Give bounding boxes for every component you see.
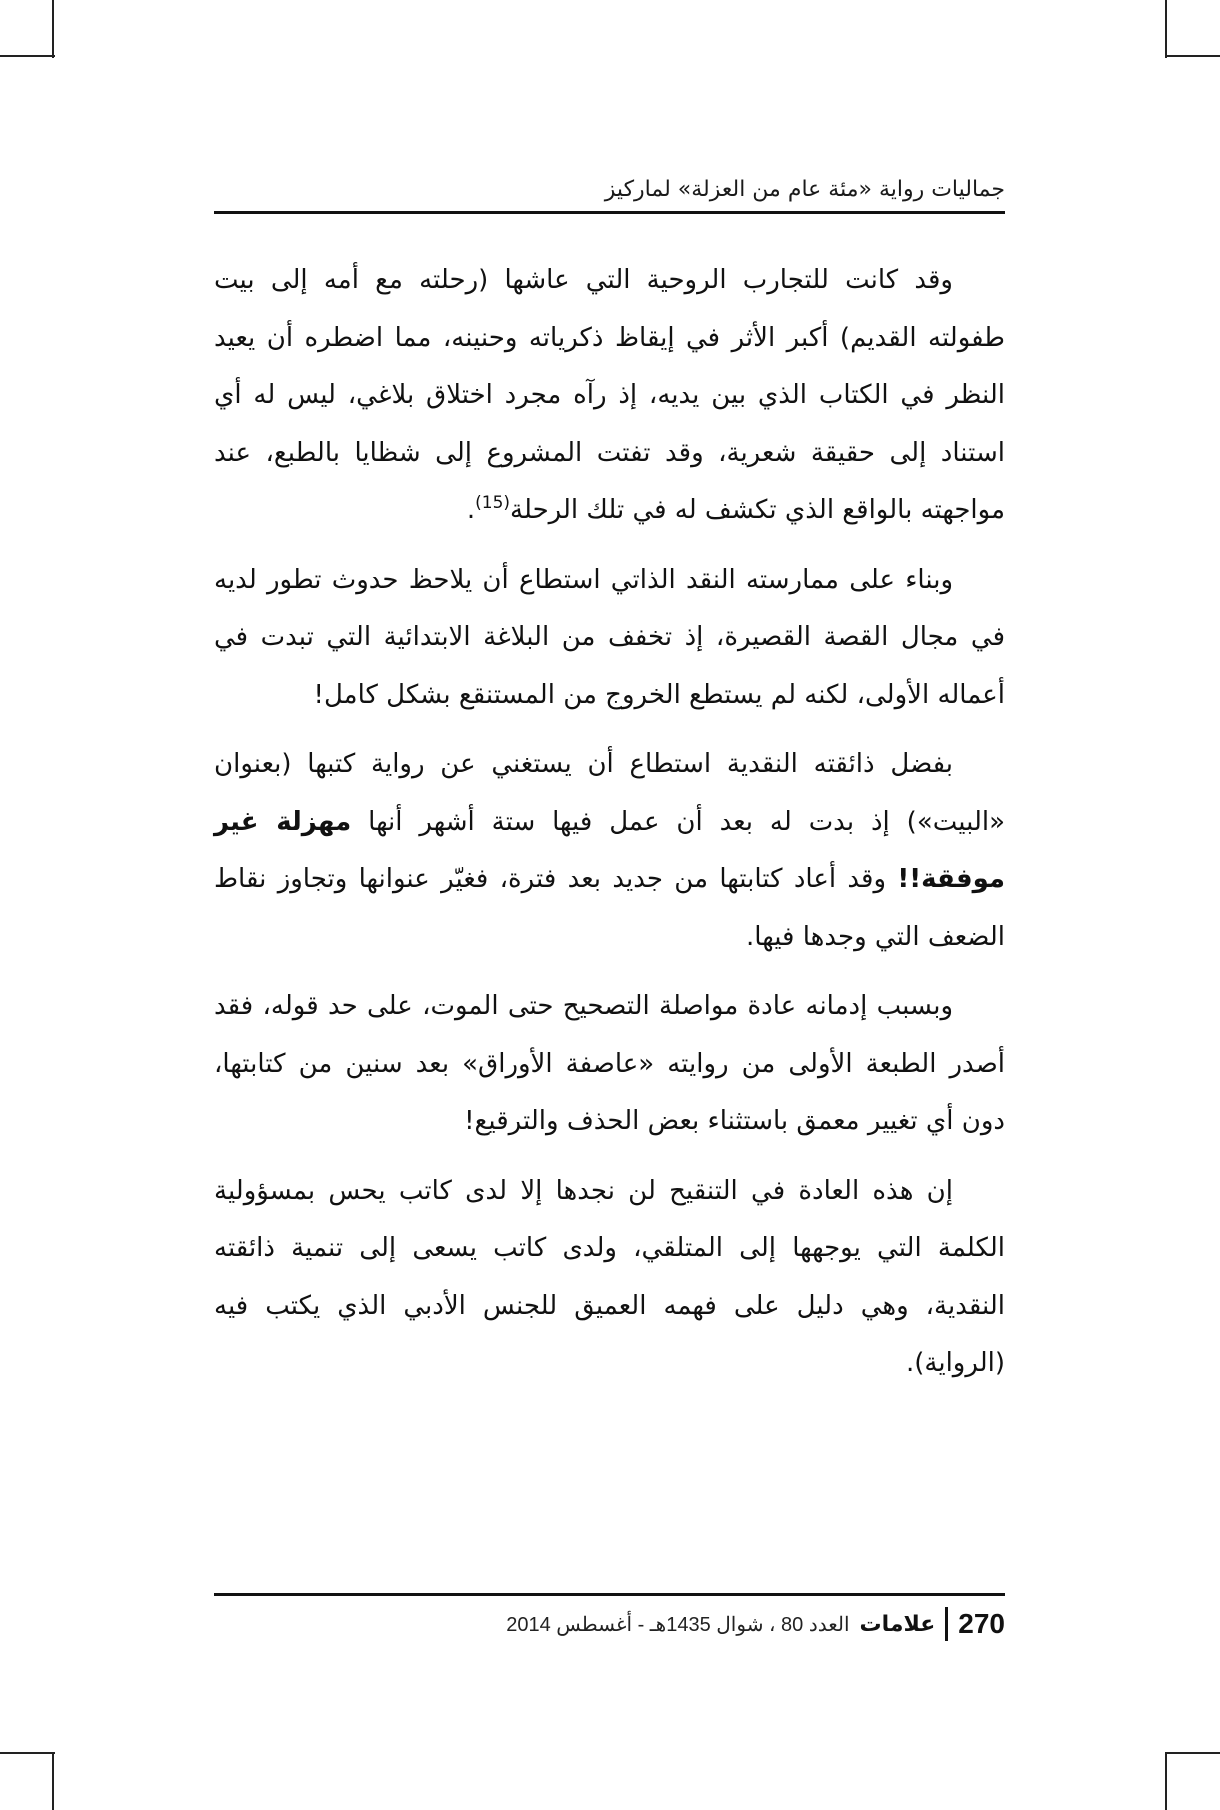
crop-mark-top-right [1165,0,1167,58]
paragraph-3-text-after: وقد أعاد كتابتها من جديد بعد فترة، فغيّر عنوانها وتجاوز نقاط الضعف التي وجدها فيها. [214,864,1005,952]
paragraph-4: وبسبب إدمانه عادة مواصلة التصحيح حتى الموت، على حد قوله، فقد أصدر الطبعة الأولى من روايته «عاصفة الأوراق» بعد سنين من كتابتها، دون أي تغيير معمق باستثناء بعض الحذف والترقيع! [214,991,1005,1136]
crop-mark-bottom-left-h [0,1752,55,1754]
page-number: 270 [958,1608,1005,1639]
running-title: جماليات رواية «مئة عام من العزلة» لماركيز [604,177,1005,202]
issue-info: العدد 80 ، شوال 1435هـ - أغسطس 2014 [506,1613,850,1636]
paragraph-5: إن هذه العادة في التنقيح لن نجدها إلا لدى كاتب يحس بمسؤولية الكلمة التي يوجهها إلى المتلقي، ولدى كاتب يسعى إلى تنمية ذائقته النقدية، وهي دليل على فهمه العميق للجنس الأدبي الذي يكتب فيه (الرواية). [214,1175,1005,1378]
footnote-ref-15[interactable]: (15) [475,493,511,513]
paragraph-3 [214,736,1005,966]
crop-mark-bottom-right [1165,1752,1167,1810]
crop-mark-top-left-h [0,55,55,57]
journal-name: علامات [859,1611,936,1637]
footer-rule [214,1593,1005,1596]
paragraph-3-text-before: بفضل ذائقته النقدية استطاع أن يستغني عن رواية كتبها (بعنوان «البيت») إذ بدت له بعد أن عمل فيها ستة أشهر أنها [214,749,1006,837]
paragraph-2: وبناء على ممارسته النقد الذاتي استطاع أن يلاحظ حدوث تطور لديه في مجال القصة القصيرة، إذ تخفف من البلاغة الابتدائية التي تبدت في أعماله الأولى، لكنه لم يستطع الخروج من المستنقع بشكل كامل! [214,564,1005,710]
crop-mark-bottom-right-h [1165,1752,1220,1754]
paragraph-3-bold: مهزلة غير موفقة!! [214,806,1005,894]
footer-separator [945,1607,948,1641]
header-rule [214,211,1005,214]
paragraph-1 [214,252,1005,540]
crop-mark-top-right-h [1165,55,1220,57]
article-body [214,252,1005,1393]
page-footer [214,1604,1005,1644]
paragraph-1-end: . [466,495,476,525]
paragraph-1-text: وقد كانت للتجارب الروحية التي عاشها (رحلته مع أمه إلى بيت طفولته القديم) أكبر الأثر في إيقاظ ذكرياته وحنينه، مما اضطره أن يعيد النظر في الكتاب الذي بين يديه، إذ رآه مجرد اختلاق بلاغي، ليس له أي استناد إلى حقيقة شعرية، وقد تفتت المشروع إلى شظايا بالطبع، عند مواجهته بالواقع الذي تكشف له في تلك الرحلة [214,265,1005,525]
crop-mark-bottom-left [52,1752,54,1810]
crop-mark-top-left [52,0,54,58]
